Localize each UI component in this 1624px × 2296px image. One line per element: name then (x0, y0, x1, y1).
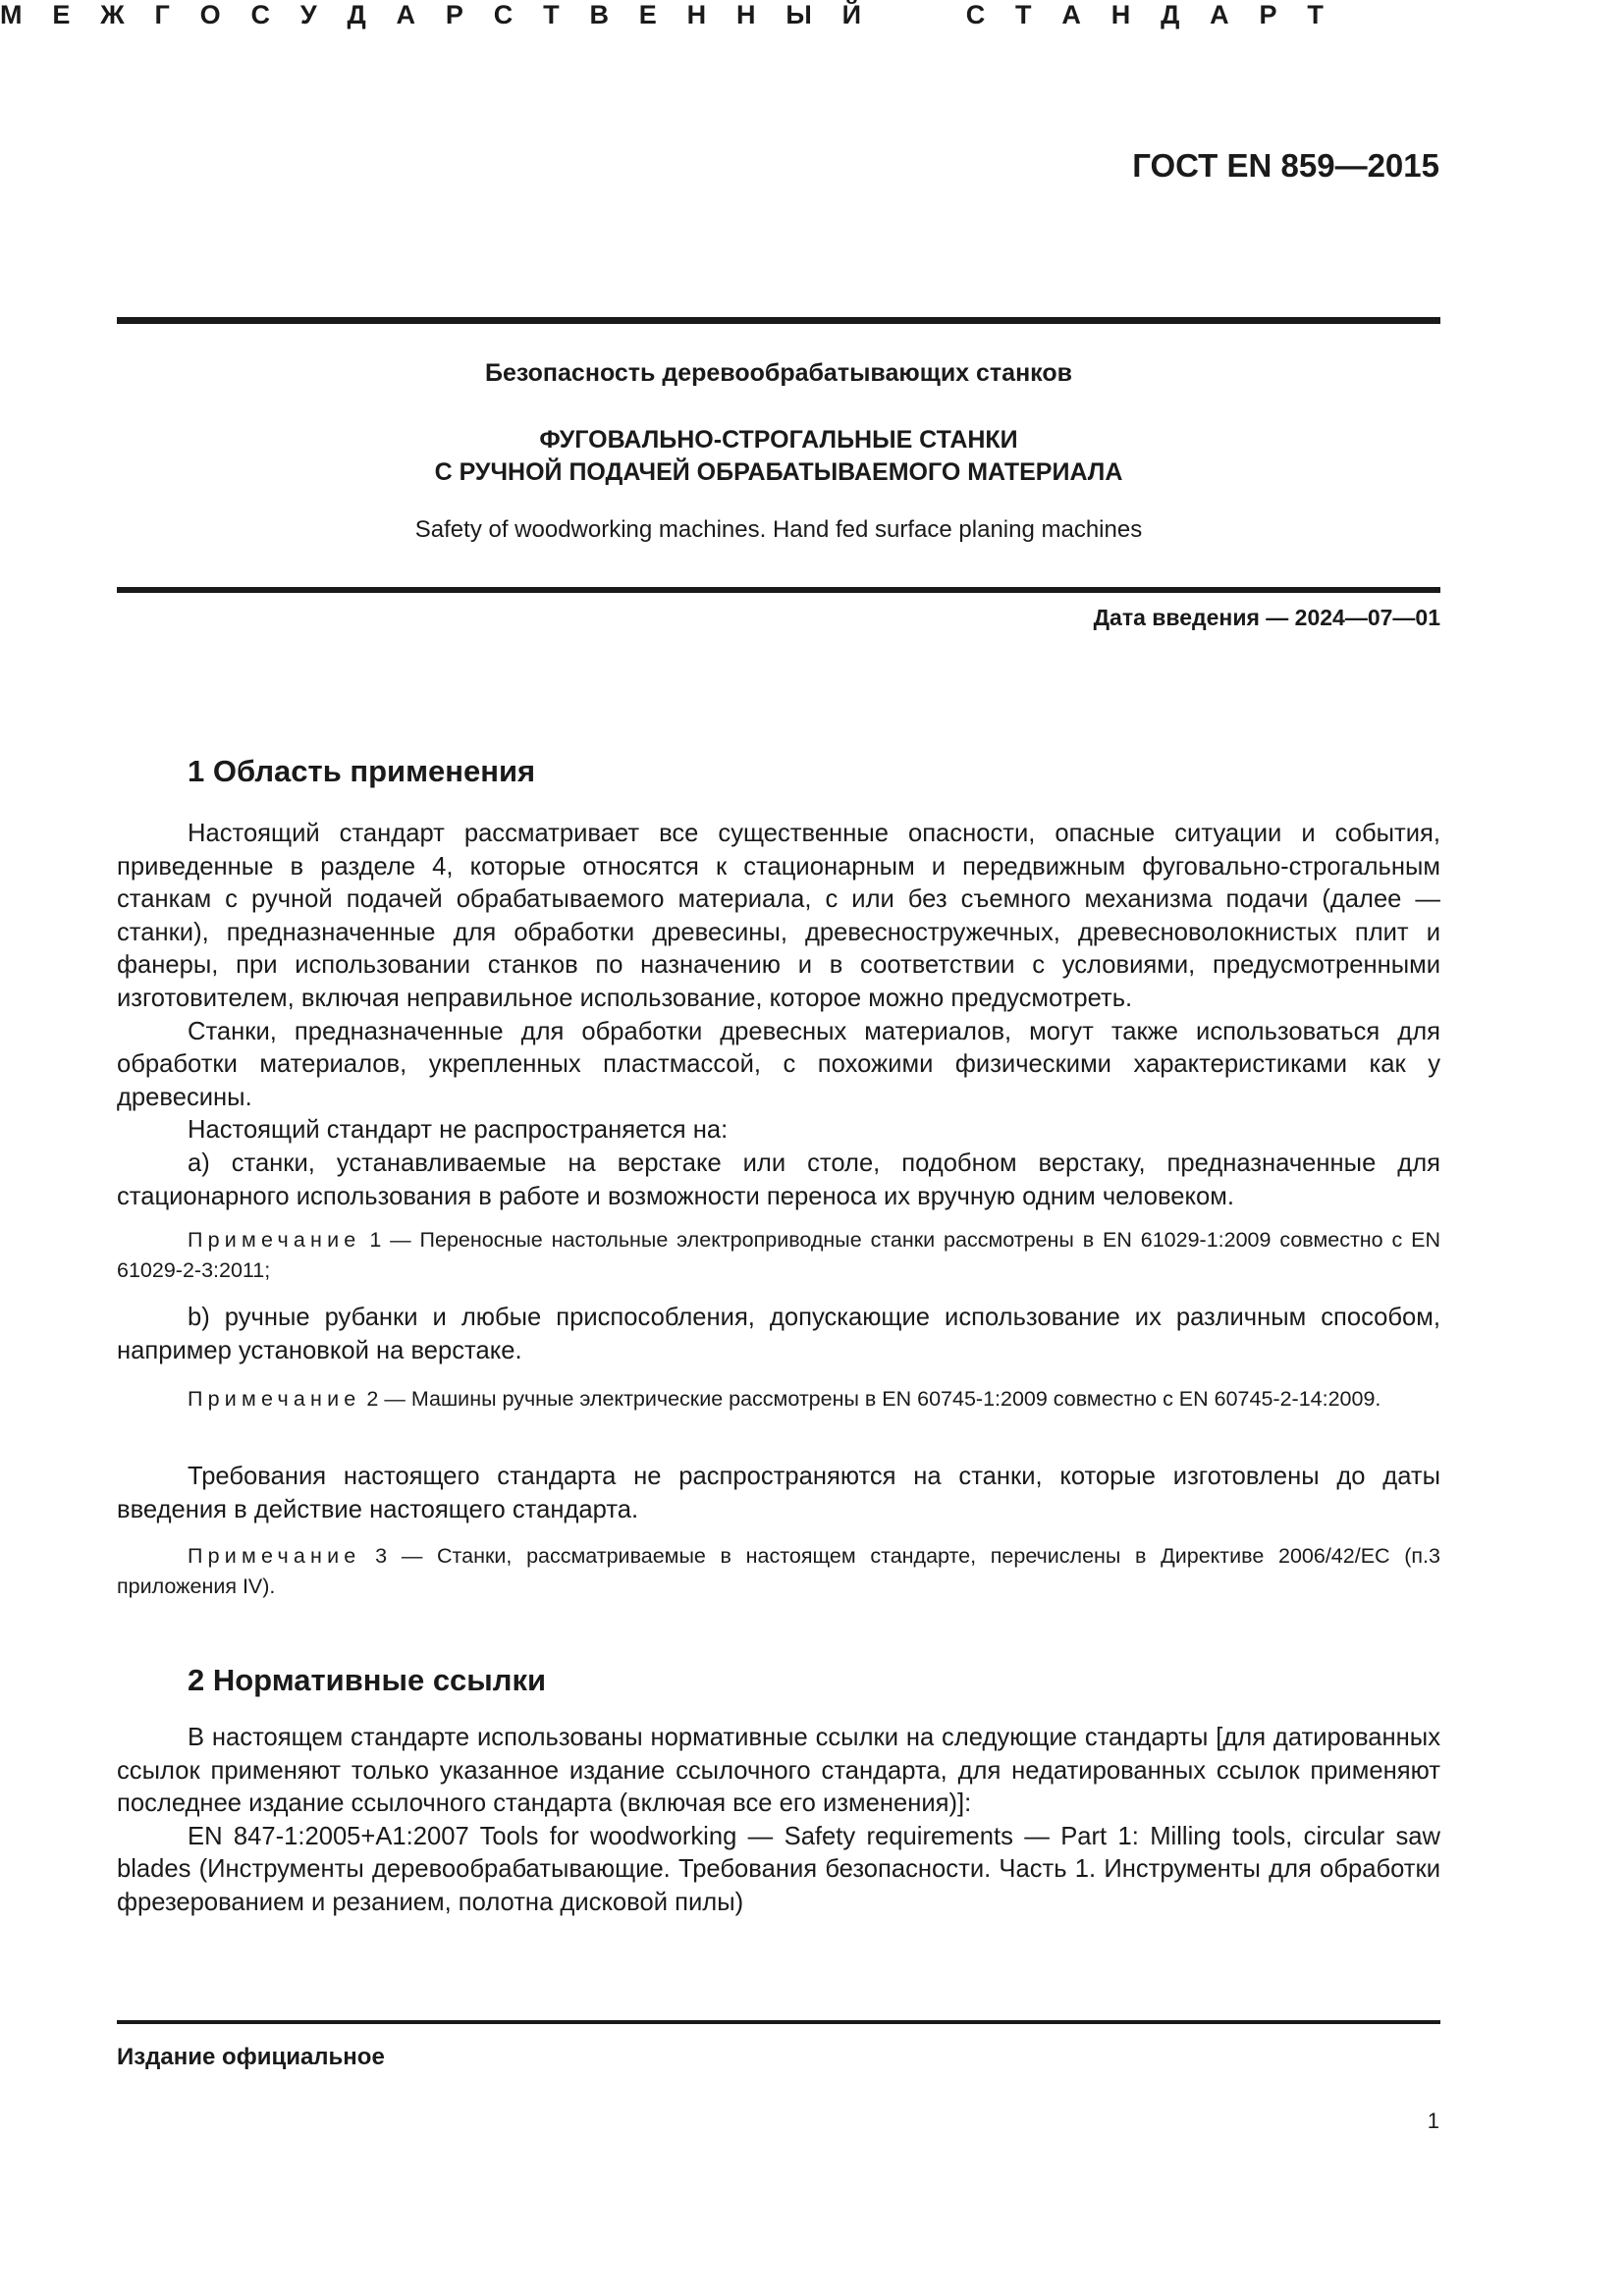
banner-letter: В (589, 0, 609, 29)
banner-letter: А (1061, 0, 1081, 29)
note-2 (117, 1384, 1440, 1415)
note-label: Примечание (188, 1544, 361, 1568)
english-title: Safety of woodworking machines. Hand fed surface planing machines (414, 516, 1143, 543)
note-text: 2 — Машины ручные электрические рассмотрены в EN 60745-1:2009 совместно с EN 60745-2-14:2009. (360, 1387, 1381, 1411)
section-heading-scope: 1 Область применения (188, 754, 536, 788)
banner-letter: Й (841, 0, 862, 29)
references-text (117, 1722, 1440, 1920)
banner-letter: Т (543, 0, 560, 29)
introduction-date: Дата введения — 2024—07—01 (1093, 605, 1440, 630)
note-text: 3 — Станки, рассматриваемые в настоящем стандарте, перечислены в Директиве 2006/42/ЕС (п.3 приложения IV). (117, 1544, 1440, 1598)
note-3 (117, 1541, 1440, 1602)
interstate-standard-banner (0, 0, 1324, 30)
note-label: Примечание (188, 1387, 361, 1411)
paragraph: В настоящем стандарте использованы нормативные ссылки на следующие стандарты [для датированных ссылок применяют только указанное издание ссылочного стандарта, для недатированных ссылок применяют последнее издание ссылочного стандарта (включая все его изменения)]: (117, 1724, 1440, 1818)
note-text: 1 — Переносные настольные электроприводные станки рассмотрены в EN 61029-1:2009 совместно с EN 61029-2-3:2011; (117, 1228, 1440, 1282)
note-label: Примечание (188, 1228, 361, 1252)
scope-text-b (117, 1302, 1440, 1367)
subtitle-line: С РУЧНОЙ ПОДАЧЕЙ ОБРАБАТЫВАЕМОГО МАТЕРИАЛА (434, 458, 1123, 486)
paragraph: Настоящий стандарт рассматривает все существенные опасности, опасные ситуации и события, приведенные в разделе 4, которые относятся к стационарным и передвижным фуговально-строгальным станкам с ручной подачей обрабатываемого материала, с или без съемного механизма подачи (далее — станки), предназначенные для обработки древесины, древесностружечных, древесноволокнистых плит и фанеры, при использовании станков по назначению и в соответствии с условиями, предусмотренными изготовителем, включая неправильное использование, которое можно предусмотреть. (117, 820, 1440, 1012)
scope-text (117, 818, 1440, 1213)
reference-item: EN 847-1:2005+A1:2007 Tools for woodworking — Safety requirements — Part 1: Milling tools, circular saw blades (Инструменты деревообрабатывающие. Требования безопасности. Часть 1. Инструменты для обработки фрезерованием и резанием, полотна дисковой пилы) (117, 1822, 1440, 1916)
banner-letter: Ы (785, 0, 812, 29)
paragraph: Настоящий стандарт не распространяется на: (188, 1116, 729, 1145)
banner-letter: Н (1110, 0, 1131, 29)
section-heading-references: 2 Нормативные ссылки (188, 1663, 547, 1697)
banner-letter: У (299, 0, 317, 29)
banner-letter: Д (347, 0, 366, 29)
scope-text-c (117, 1461, 1440, 1526)
banner-letter: Д (1161, 0, 1180, 29)
banner-letter: Н (686, 0, 707, 29)
banner-letter: А (396, 0, 416, 29)
banner-letter: Ж (100, 0, 125, 29)
standard-number: ГОСТ EN 859—2015 (1132, 147, 1439, 184)
document-title: Безопасность деревообрабатывающих станков (484, 359, 1073, 387)
paragraph: Требования настоящего стандарта не распространяются на станки, которые изготовлены до даты введения в действие настоящего стандарта. (117, 1463, 1440, 1523)
official-edition-label: Издание официальное (117, 2044, 385, 2070)
list-item-a: а) станки, устанавливаемые на верстаке или столе, подобном верстаку, предназначенные для стационарного использования в работе и возможности переноса их вручную одним человеком. (117, 1148, 1440, 1210)
banner-letter: С (493, 0, 514, 29)
banner-word-gap (892, 0, 936, 30)
subtitle-line: ФУГОВАЛЬНО-СТРОГАЛЬНЫЕ СТАНКИ (539, 426, 1018, 454)
title-rule (117, 587, 1440, 593)
banner-letter: Г (154, 0, 170, 29)
banner-letter: Р (445, 0, 463, 29)
banner-letter: М (0, 0, 23, 29)
footer-rule (117, 2020, 1440, 2024)
banner-letter: Е (52, 0, 71, 29)
banner-letter: С (250, 0, 270, 29)
header-rule (117, 317, 1440, 324)
banner-letter: О (199, 0, 221, 29)
banner-letter: А (1210, 0, 1229, 29)
banner-letter: С (965, 0, 986, 29)
banner-letter: Н (735, 0, 756, 29)
paragraph: Станки, предназначенные для обработки древесных материалов, могут также использоваться для обработки материалов, укрепленных пластмассой, с похожими физическими характеристиками как у древесины. (117, 1017, 1440, 1111)
document-subtitle (117, 424, 1440, 489)
list-item-b: b) ручные рубанки и любые приспособления, допускающие использование их различным способом, например установкой на верстаке. (117, 1304, 1440, 1364)
banner-letter: Е (638, 0, 657, 29)
note-1 (117, 1225, 1440, 1286)
banner-letter: Р (1259, 0, 1277, 29)
page-number: 1 (1427, 2109, 1439, 2133)
banner-letter: Т (1015, 0, 1032, 29)
banner-letter: Т (1307, 0, 1324, 29)
